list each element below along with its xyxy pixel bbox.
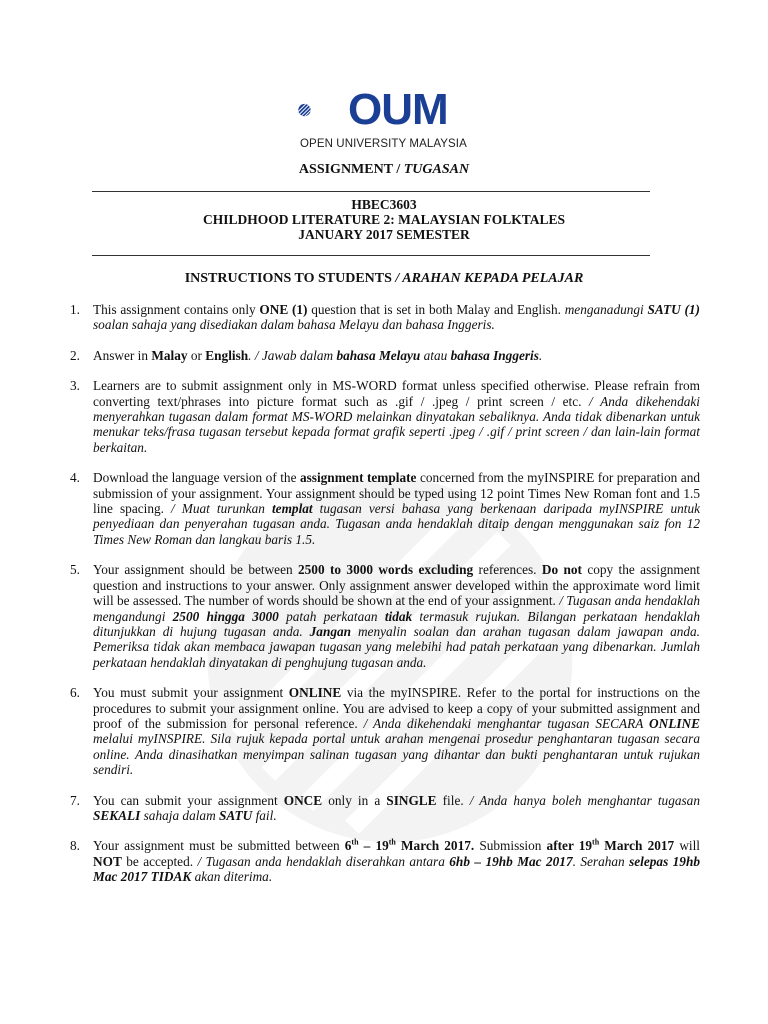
list-item: 1. This assignment contains only ONE (1) question that is set in both Malay and English. menganadungi SATU (1) soalan sahaja yang disediakan dalam bahasa Melayu dan bahasa Inggeris. <box>70 302 700 333</box>
list-item: 2. Answer in Malay or English. / Jawab dalam bahasa Melayu atau bahasa Inggeris. <box>70 347 543 363</box>
list-item: 8. Your assignment must be submitted between 6th – 19th March 2017. Submission after 19th March 2017 will NOT be accepted. / Tugasan anda hendaklah diserahkan antara 6hb – 19hb Mac 2017. Serahan selepas 19hb Mac 2017 TIDAK akan diterima. <box>70 837 701 885</box>
instructions-list <box>70 302 700 900</box>
course-block <box>0 197 768 242</box>
list-item: 4. Download the language version of the assignment template concerned from the myINSPIRE for preparation and submission of your assignment. Your assignment should be typed using 12 point Times New Roman font and 1.5 line spacing. / Muat turunkan templat tugasan versi bahasa yang berkenaan daripada myINSPIRE untuk penyediaan dan penyerahan tugasan anda. Tugasan anda hendaklah ditaip dengan menggunakan saiz fon 12 Times New Roman dan langkau baris 1.5. <box>70 470 701 547</box>
list-item: 6. You must submit your assignment ONLINE via the myINSPIRE. Refer to the portal for instructions on the procedures to submit your assignment online. You are advised to keep a copy of your submitted assignment and proof of the submission for personal reference. / Anda dikehendaki menghantar tugasan SECARA ONLINE melalui myINSPIRE. Sila rujuk kepada portal untuk arahan mengenai prosedur penghantaran tugasan secara online. Anda dinasihatkan menyimpan salinan tugasan yang dihantar dan bukti penghantaran untuk rujukan sendiri. <box>70 685 700 778</box>
list-item: 5. Your assignment should be between 2500 to 3000 words excluding references. Do not copy the assignment question and instructions to your answer. Only assignment answer developed within the approximate word limit will be assessed. The number of words should be shown at the end of your assignment. / Tugasan anda hendaklah mengandungi 2500 hingga 3000 patah perkataan tidak termasuk rujukan. Bilangan perkataan hendaklah ditunjukkan di hujung tugasan anda. Jangan menyalin soalan dan arahan tugasan dalam jawapan anda. Pemeriksa tidak akan membaca jawapan tugasan yang melebihi had patah perkataan yang dibenarkan. Jumlah perkataan hendaklah dinyatakan di penghujung tugasan anda. <box>70 562 701 670</box>
list-item: 3. Learners are to submit assignment only in MS-WORD format unless specified otherwise. Please refrain from converting text/phrases into picture format such as .gif / .jpeg / print screen / etc. / Anda dikehendaki menyerahkan tugasan dalam format MS-WORD melainkan dinyatakan sebaliknya. Anda tidak dibenarkan untuk menukar teks/frasa tugasan tersebut kepada format grafik seperti .jpeg / .gif / print screen / dan lain-lain format berkaitan. <box>70 378 700 455</box>
oum-logo-icon <box>298 88 348 138</box>
divider-top <box>92 191 650 192</box>
course-code: HBEC3603 <box>351 197 417 212</box>
divider-bottom <box>92 255 650 256</box>
semester: JANUARY 2017 SEMESTER <box>298 227 470 242</box>
instructions-heading: INSTRUCTIONS TO STUDENTS / ARAHAN KEPADA PELAJAR <box>184 271 584 286</box>
logo-subtitle: OPEN UNIVERSITY MALAYSIA <box>300 138 467 150</box>
course-name: CHILDHOOD LITERATURE 2: MALAYSIAN FOLKTALES <box>202 212 566 227</box>
logo-wordmark: OUM <box>348 85 448 134</box>
page-title: ASSIGNMENT / TUGASAN <box>298 162 470 177</box>
list-item: 7. You can submit your assignment ONCE only in a SINGLE file. / Anda hanya boleh menghantar tugasan SEKALI sahaja dalam SATU fail. <box>70 792 700 823</box>
